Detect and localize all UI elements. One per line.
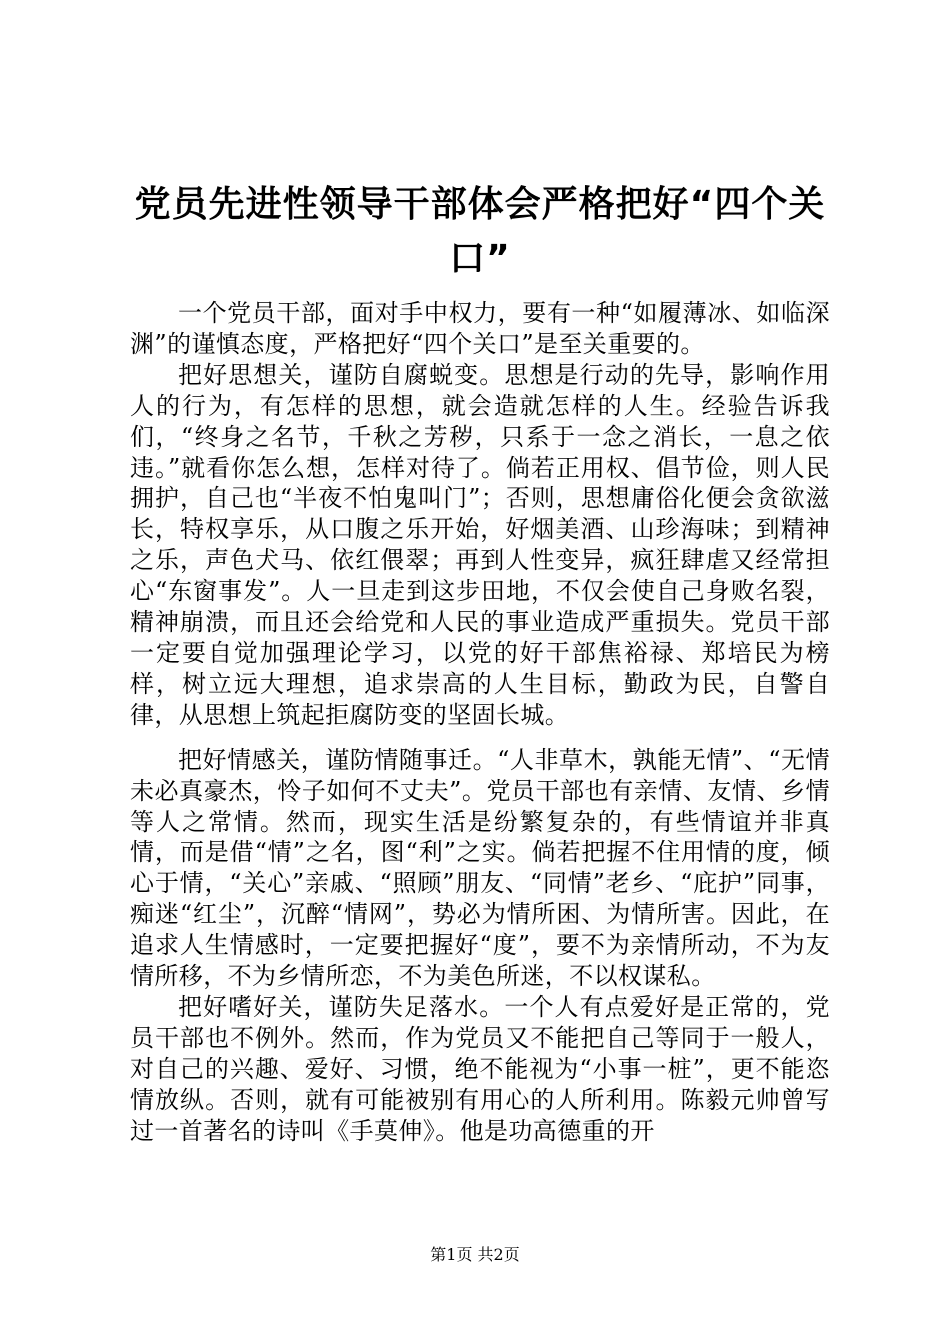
document-title: 党员先进性领导干部体会严格把好“四个关口” [134, 184, 826, 279]
paragraph-intro: 一个党员干部，面对手中权力，要有一种“如履薄冰、如临深渊”的谨慎态度，严格把好“四个关口”是至关重要的。 [130, 299, 830, 358]
paragraph-thought-gate: 把好思想关，谨防自腐蜕变。思想是行动的先导，影响作用人的行为，有怎样的思想，就会造就怎样的人生。经验告诉我们，“终身之名节，千秋之芳秽，只系于一念之消长，一息之依违。”就看你怎么想，怎样对待了。倘若正用权、倡节俭，则人民拥护，自己也“半夜不怕鬼叫门”；否则，思想庸俗化便会贪欲滋长，特权享乐，从口腹之乐开始，好烟美酒、山珍海味；到精神之乐，声色犬马、依红偎翠；再到人性变异，疯狂肆虐又经常担心“东窗事发”。人一旦走到这步田地，不仅会使自己身败名裂，精神崩溃，而且还会给党和人民的事业造成严重损失。党员干部一定要自觉加强理论学习，以党的好干部焦裕禄、郑培民为榜样，树立远大理想，追求崇高的人生目标，勤政为民，自警自律，从思想上筑起拒腐防变的坚固长城。 [130, 360, 830, 729]
document-body [130, 298, 830, 1146]
page-number-footer: 第1页 共2页 [430, 1245, 520, 1264]
paragraph-emotion-gate: 把好情感关，谨防情随事迁。“人非草木，孰能无情”、“无情未必真豪杰，怜子如何不丈夫”。党员干部也有亲情、友情、乡情等人之常情。然而，现实生活是纷繁复杂的，有些情谊并非真情，而是借“情”之名，图“利”之实。倘若把握不住用情的度，倾心于情，“关心”亲戚、“照顾”朋友、“同情”老乡、“庇护”同事，痴迷“红尘”，沉醉“情网”，势必为情所困、为情所害。因此，在追求人生情感时，一定要把握好“度”，要不为亲情所动，不为友情所移，不为乡情所恋，不为美色所迷，不以权谋私。 [130, 745, 830, 991]
paragraph-hobby-gate: 把好嗜好关，谨防失足落水。一个人有点爱好是正常的，党员干部也不例外。然而，作为党员又不能把自己等同于一般人，对自己的兴趣、爱好、习惯，绝不能视为“小事一桩”，更不能恣情放纵。否则，就有可能被别有用心的人所利用。陈毅元帅曾写过一首著名的诗叫《手莫伸》。他是功高德重的开 [130, 992, 830, 1145]
